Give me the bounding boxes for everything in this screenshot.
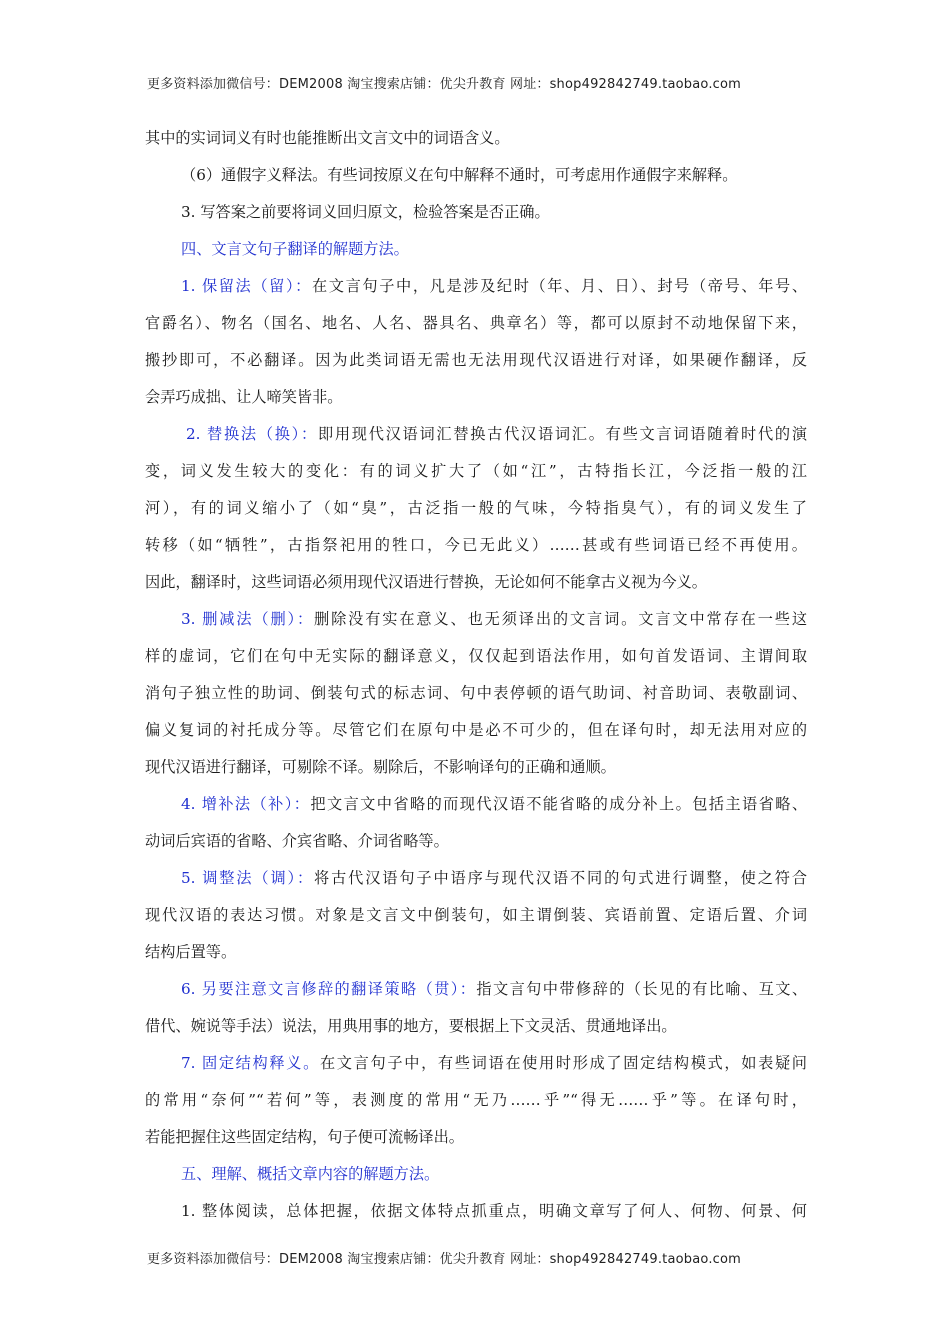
paragraph-rhetoric	[145, 971, 807, 1008]
paragraph-replace	[145, 416, 807, 453]
document-body	[145, 120, 807, 1230]
method-label: 3. 删减法（删）：	[181, 610, 315, 628]
text-line: 搬抄即可，不必翻译。因为此类词语无需也无法用现代汉语进行对译，如果硬作翻译，反	[145, 351, 807, 369]
text-line: 河），有的词义缩小了（如“臭”，古泛指一般的气味，今特指臭气），有的词义发生了	[145, 499, 807, 517]
paragraph-supplement	[145, 786, 807, 823]
page-header: 更多资料添加微信号：DEM2008 淘宝搜索店铺：优尖升教育 网址：shop492842749.taobao.com	[147, 77, 742, 92]
text-line: 消句子独立性的助词、倒装句式的标志词、句中表停顿的语气助词、衬音助词、表敬副词、	[145, 684, 807, 702]
text-line: 借代、婉说等手法）说法，用典用事的地方，要根据上下文灵活、贯通地译出。	[145, 1017, 677, 1035]
section-heading-5: 五、理解、概括文章内容的解题方法。	[181, 1165, 440, 1183]
text-line: 结构后置等。	[145, 943, 237, 961]
text-line: 其中的实词词义有时也能推断出文言文中的词语含义。	[145, 129, 510, 147]
text-line: 官爵名）、物名（国名、地名、人名、器具名、典章名）等，都可以原封不动地保留下来，	[145, 314, 807, 332]
text-span: 指文言句中带修辞的（长见的有比喻、互文、	[476, 980, 807, 998]
text-line: 3. 写答案之前要将词义回归原文，检验答案是否正确。	[181, 203, 550, 221]
method-label: 7. 固定结构释义。	[181, 1054, 320, 1072]
paragraph-adjust	[145, 860, 807, 897]
text-line: 会弄巧成拙、让人啼笑皆非。	[145, 388, 343, 406]
text-line: 因此，翻译时，这些词语必须用现代汉语进行替换，无论如何不能拿古义视为今义。	[145, 573, 707, 591]
text-line: 现代汉语进行翻译，可剔除不译。剔除后，不影响译句的正确和通顺。	[145, 758, 616, 776]
text-line: 的常用“奈何”“若何”等，表测度的常用“无乃……乎”“得无……乎”等。在译句时，	[145, 1091, 807, 1109]
text-line: 若能把握住这些固定结构，句子便可流畅译出。	[145, 1128, 464, 1146]
text-span: 即用现代汉语词汇替换古代汉语词汇。有些文言词语随着时代的演	[317, 425, 807, 443]
text-span: 在文言句子中，有些词语在使用时形成了固定结构模式，如表疑问	[319, 1054, 807, 1072]
text-span: 将古代汉语句子中语序与现代汉语不同的句式进行调整，使之符合	[314, 869, 807, 887]
paragraph-fixed-structure	[145, 1045, 807, 1082]
text-line: 动词后宾语的省略、介宾省略、介词省略等。	[145, 832, 449, 850]
text-line: 样的虚词，它们在句中无实际的翻译意义，仅仅起到语法作用，如句首发语词、主谓间取	[145, 647, 807, 665]
paragraph-delete	[145, 601, 807, 638]
text-line: 1. 整体阅读，总体把握，依据文体特点抓重点，明确文章写了何人、何物、何景、何	[181, 1202, 807, 1220]
method-label: 4. 增补法（补）：	[181, 795, 311, 813]
method-label: 5. 调整法（调）：	[181, 869, 315, 887]
section-heading-4: 四、文言文句子翻译的解题方法。	[181, 240, 409, 258]
text-span: 把文言文中省略的而现代汉语不能省略的成分补上。包括主语省略、	[310, 795, 807, 813]
page-footer: 更多资料添加微信号：DEM2008 淘宝搜索店铺：优尖升教育 网址：shop492842749.taobao.com	[147, 1252, 742, 1267]
paragraph-retain	[145, 268, 807, 305]
text-line: （6）通假字义释法。有些词按原义在句中解释不通时，可考虑用作通假字来解释。	[181, 166, 738, 184]
text-span: 在文言句子中，凡是涉及纪时（年、月、日）、封号（帝号、年号、	[312, 277, 807, 295]
text-line: 现代汉语的表达习惯。对象是文言文中倒装句，如主谓倒装、宾语前置、定语后置、介词	[145, 906, 807, 924]
method-label: 1. 保留法（留）：	[181, 277, 312, 295]
text-span: 删除没有实在意义、也无须译出的文言词。文言文中常存在一些这	[314, 610, 807, 628]
text-line: 变，词义发生较大的变化：有的词义扩大了（如“江”，古特指长江，今泛指一般的江	[145, 462, 807, 480]
text-line: 转移（如“牺牲”，古指祭祀用的牲口，今已无此义）……甚或有些词语已经不再使用。	[145, 536, 807, 554]
method-label: 2. 替换法（换）：	[186, 425, 318, 443]
text-line: 偏义复词的衬托成分等。尽管它们在原句中是必不可少的，但在译句时，却无法用对应的	[145, 721, 807, 739]
method-label: 6. 另要注意文言修辞的翻译策略（贯）：	[181, 980, 477, 998]
